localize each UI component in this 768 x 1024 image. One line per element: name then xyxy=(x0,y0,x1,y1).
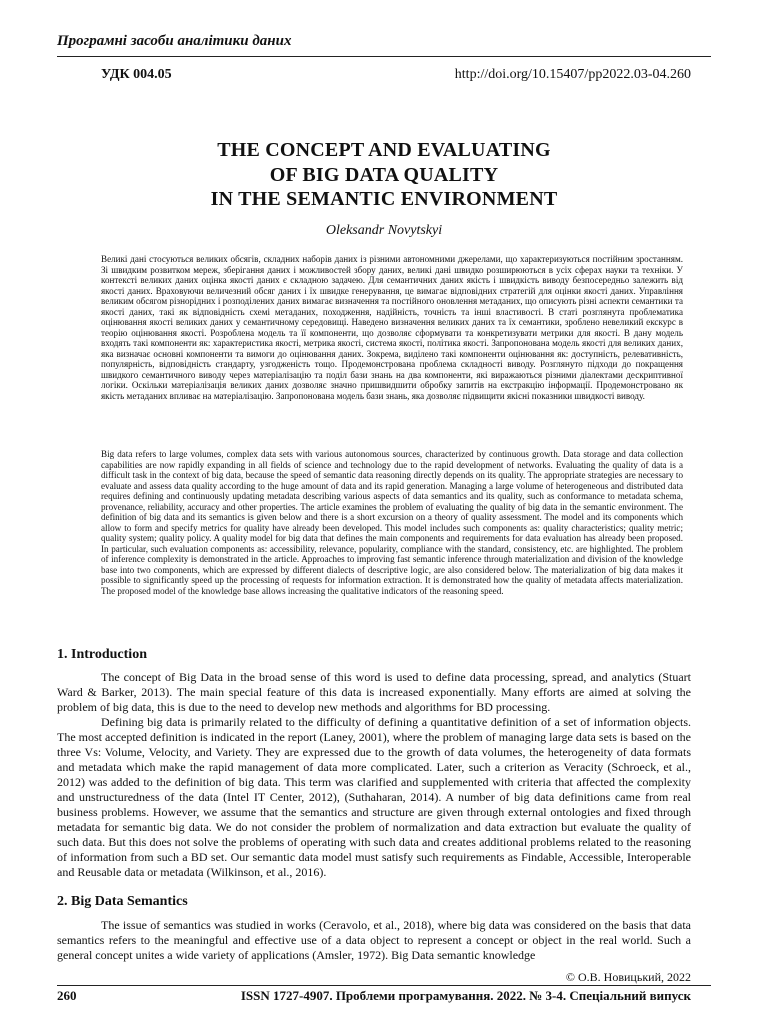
big-data-semantics-body xyxy=(57,918,691,963)
doi-link[interactable]: http://doi.org/10.15407/pp2022.03-04.260 xyxy=(454,67,691,82)
author-name: Oleksandr Novytskyi xyxy=(325,223,443,238)
header-rule xyxy=(57,56,711,57)
section-heading-big-data-semantics: 2. Big Data Semantics xyxy=(57,894,188,909)
paragraph: Defining big data is primarily related to the difficulty of defining a quantitative definition of a set of information objects. The most accepted definition is indicated in the report (Laney, 2001), where the problem of managing large data sets is based on the three Vs: Volume, Velocity, and Variety. They are expressed due to the growth of data volumes, the heterogeneity of data formats and metadata which make the rapid management of data more complicated. Later, such a criterion as Veracity (Schroeck, et al., 2012) was added to the definition of big data. This term was clarified and supplemented with criteria that affected the complexity and unstructuredness of the data (Intel IT Center, 2012), (Suthaharan, 2014). A number of big data definitions came from real business problems. However, we assume that the semantics and structure are given through external ontologies and fixed through metadata for semantic big data. We do not consider the problem of normalization and data extraction but evaluate the quality of such data. But this does not solve the problems of operating with such data and creates additional problems related to the reasoning of information from such a BD set. Our semantic data model must satisfy such requirements as Findable, Accessible, Interoperable and Reusable data or metadata (Wilkinson, et al., 2016). xyxy=(57,715,691,879)
title-line: OF BIG DATA QUALITY xyxy=(269,163,499,186)
footer-rule xyxy=(57,985,711,986)
page-number: 260 xyxy=(57,988,77,1003)
article-title xyxy=(57,138,711,212)
paragraph: The issue of semantics was studied in works (Ceravolo, et al., 2018), where big data was considered on the basis that data semantics refers to the meaningful and effective use of a data object to represent a concept or object in the real world. Such a general concept unites a wide variety of applications (Amsler, 1972). Big Data semantic knowledge xyxy=(57,918,691,962)
copyright-notice: © О.В. Новицький, 2022 xyxy=(565,970,691,984)
udk-code: УДК 004.05 xyxy=(101,67,172,82)
title-line: THE CONCEPT AND EVALUATING xyxy=(217,139,551,161)
abstract-ukrainian: Великі дані стосуються великих обсягів, складних наборів даних із різними автономними джерелами, що характеризуються постійним зростанням. Зі швидким розвитком мереж, зберігання даних і можливостей збору даних, великі дані швидко розширюються в усіх сферах науки та техніки. У контексті великих даних оцінка якості даних є складною задачею. Для семантичних даних якість і швидкість виводу безпосередньо залежить від якості даних. Враховуючи величезний обсяг даних і їх швидке генерування, це вимагає відповідних стратегій для оцінки якості даних. Управління великим обсягом різнорідних і розподілених даних вимагає визначення та постійного оновлення метаданих, що описують різні аспекти семантики та якості даних, такі як відповідність схемі метаданих, походження, надійність, точність та інші властивості. В статі розглянута проблематика оцінювання якості великих даних у семантичному середовищі. Наведено визначення великих даних та їх семантики, зроблено невеликий екскурс в теорію оцінювання якості. Розроблена модель та її компоненти, що дозволяє сформувати та конкретизувати метрики для якості. В дану модель входять такі компоненти як: характеристика якості, метрика якості, система якості, політика якості. Запропонована модель якості для великих даних, яка визначає основні компоненти та вимоги до оцінювання даних. Зокрема, виділено такі компоненти оцінювання як: доступність, релевативність, популярність, відповідність стандарту, узгодженість тощо. Продемонстрована проблема складності виводу. Розглянуто підходи до покращення швидкого семантичного виводу через матеріалізацію та поділ бази знань на два компоненти, які виражаються різними діалектами дескриптивної логіки. Оскільки матеріалізація великих даних дозволяє значно пришвидшити обробку запитів на екстракцію інформації. Продемонстровано як якість метаданих впливає на матеріалізацію. Запропонована модель бази знань, яка дозволяє підвищити якісні показники швидкості виводу. xyxy=(101,254,683,401)
abstract-english: Big data refers to large volumes, complex data sets with various autonomous sources, characterized by continuous growth. Data storage and data collection capabilities are now rapidly expanding in all fields of science and technology due to the rapid development of networks. Evaluating the quality of data is a difficult task in the context of big data, because the speed of semantic data reasoning directly depends on its quality. The appropriate strategies are necessary to evaluate and assess data quality according to the huge amount of data and its rapid generation. Managing a large volume of heterogeneous and distributed data requires defining and continuously updating metadata describing various aspects of data semantics and its quality, such as conformance to metadata schema, provenance, reliability, accuracy and other properties. The article examines the problem of evaluating the quality of big data in the semantic environment. The definition of big data and its semantics is given below and there is a short excursion on a theory of quality assessment. The model and its components which allow to form and specify metrics for quality have already been developed. This model includes such components as: quality characteristics; quality metric; quality system; quality policy. A quality model for big data that defines the main components and requirements for data evaluation has already been proposed. In particular, such evaluation components as: accessibility, relevance, popularity, compliance with the standard, consistency, etc. are highlighted. The problem of inference complexity is demonstrated in the article. Approaches to improving fast semantic inference through materialization and division of the knowledge base into two components, which are expressed by different dialects of descriptive logic, are also considered below. The materialization of big data makes it possible to significantly speed up the processing of requests for information extraction. It is demonstrated how the quality of metadata affects materialization. The proposed model of the knowledge base allows increasing the qualitative indicators of the reasoning speed. xyxy=(101,449,683,596)
paragraph: The concept of Big Data in the broad sense of this word is used to define data processing, spread, and analytics (Stuart Ward & Barker, 2013). The main special feature of this data is increased exponentially. Many efforts are aimed at solving the problem of big data, this is due to the need to develop new methods and algorithms for BD processing. xyxy=(57,670,691,714)
journal-citation: ISSN 1727-4907. Проблеми програмування. 2022. № 3-4. Спеціальний випуск xyxy=(240,988,691,1003)
running-head: Програмні засоби аналітики даних xyxy=(57,33,292,49)
introduction-body xyxy=(57,670,691,880)
section-heading-introduction: 1. Introduction xyxy=(57,647,147,662)
title-line: IN THE SEMANTIC ENVIRONMENT xyxy=(210,188,558,210)
